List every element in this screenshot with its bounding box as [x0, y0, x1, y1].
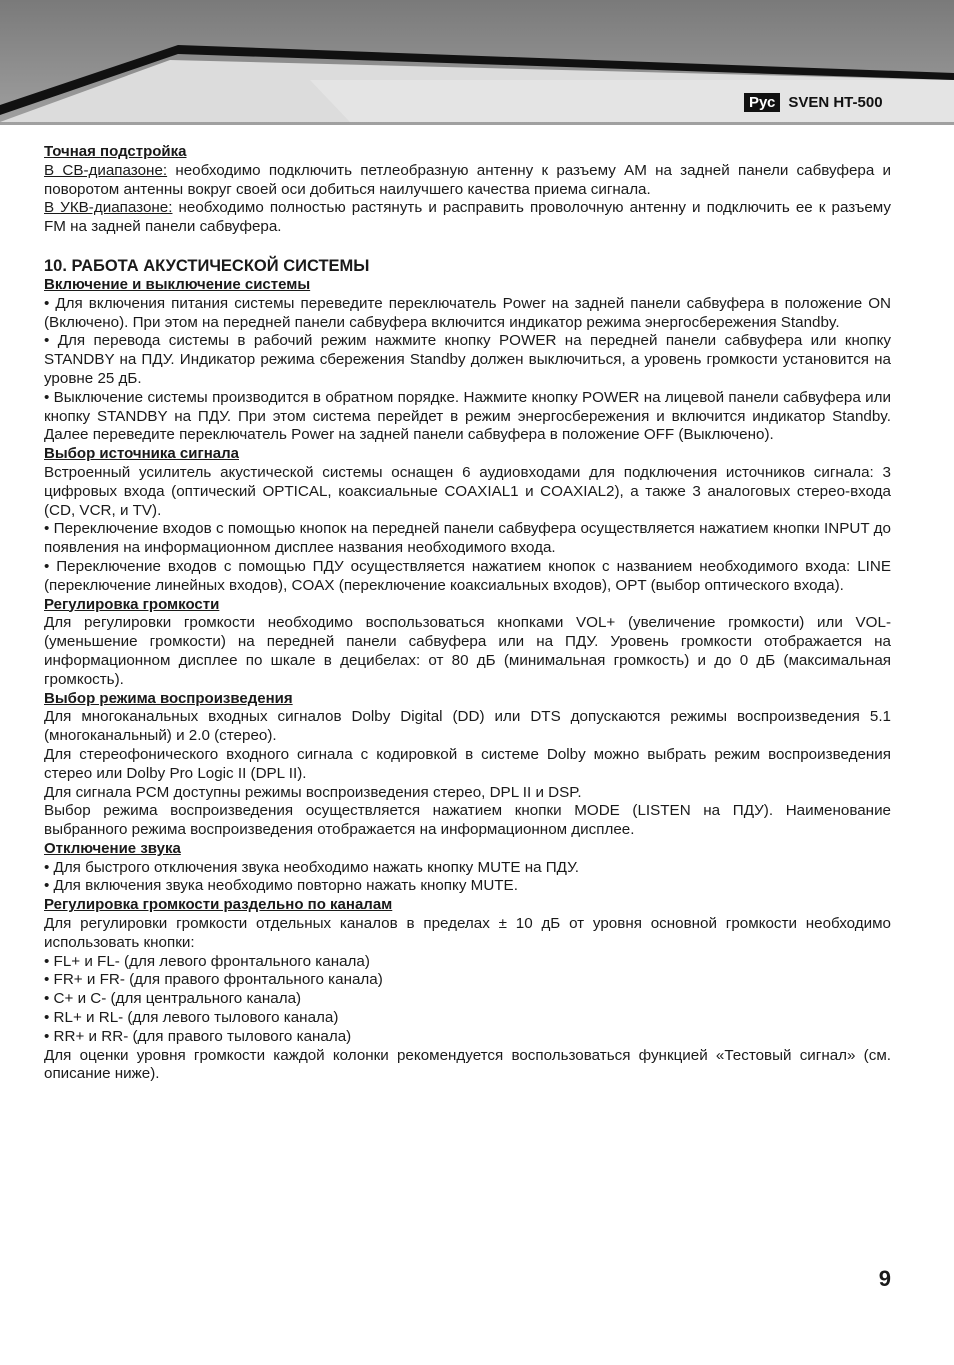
- power-p2: • Для перевода системы в рабочий режим нажмите кнопку POWER на передней панели сабвуфера или кнопку STANDBY на ПДУ. Индикатор режима сбережения Standby должен выключиться, а уровень громкости установится на уровне 25 дБ.: [44, 332, 891, 387]
- mute-title: Отключение звука: [44, 839, 181, 857]
- mute-p1: • Для быстрого отключения звука необходимо нажать кнопку MUTE на ПДУ.: [44, 858, 579, 876]
- channel-item: • FR+ и FR- (для правого фронтального канала): [44, 971, 383, 989]
- power-p1: • Для включения питания системы переведите переключатель Power на задней панели сабвуфера в положение ON (Включено). При этом на передней панели сабвуфера включится индикатор режима энергосбережения Standby.: [44, 294, 891, 331]
- product-model: SVEN HT-500: [788, 94, 883, 111]
- mode-p4: Выбор режима воспроизведения осуществляется нажатием кнопки MODE (LISTEN на ПДУ). Наименование выбранного режима воспроизведения отображается на информационном дисплее.: [44, 802, 891, 839]
- volume-title: Регулировка громкости: [44, 595, 220, 613]
- channel-item: • C+ и C- (для центрального канала): [44, 990, 302, 1008]
- fine-tuning-fm: [44, 199, 891, 237]
- am-text: необходимо подключить петлеобразную антенну к разъему AM на задней панели сабвуфера и поворотом антенны вокруг своей оси добиться наилучшего качества приема сигнала.: [44, 161, 891, 198]
- document-body: [44, 143, 891, 1084]
- page-number: 9: [878, 1266, 891, 1291]
- mode-p3: Для сигнала PCM доступны режимы воспроизведения стерео, DPL II и DSP.: [44, 783, 582, 801]
- mode-p1: Для многоканальных входных сигналов Dolby Digital (DD) или DTS допускаются режимы воспроизведения 5.1 (многоканальный) и 2.0 (стерео).: [44, 708, 891, 745]
- channel-item: • FL+ и FL- (для левого фронтального канала): [44, 952, 370, 970]
- section-10-title: 10. РАБОТА АКУСТИЧЕСКОЙ СИСТЕМЫ: [44, 256, 370, 275]
- channel-item: • RL+ и RL- (для левого тылового канала): [44, 1009, 339, 1027]
- source-p1: Встроенный усилитель акустической системы оснащен 6 аудиовходами для подключения источников сигнала: 3 цифровых входа (оптический OPTICAL, коаксиальные COAXIAL1 и COAXIAL2), а также 3 аналоговых стерео-входа (CD, VCR, и TV).: [44, 463, 891, 519]
- source-p2: • Переключение входов с помощью кнопок на передней панели сабвуфера осуществляется нажатием кнопки INPUT до появления на информационном дисплее названия необходимого входа.: [44, 520, 891, 557]
- header-badge: [744, 93, 883, 112]
- mode-p2: Для стереофонического входного сигнала с кодировкой в системе Dolby можно выбрать режим воспроизведения стерео или Dolby Pro Logic II (DPL II).: [44, 745, 891, 782]
- mode-title: Выбор режима воспроизведения: [44, 689, 293, 707]
- volume-p1: Для регулировки громкости необходимо воспользоваться кнопками VOL+ (увеличение громкости) или VOL- (уменьшение громкости) на передней панели сабвуфера или на ПДУ. Уровень громкости отображается на информационном дисплее по шкале в децибелах: от 80 дБ (минимальная громкость) и до 0 дБ (максимальная громкость).: [44, 614, 891, 688]
- channel-item: • RR+ и RR- (для правого тылового канала): [44, 1027, 352, 1045]
- power-title: Включение и выключение системы: [44, 275, 311, 293]
- channels-outro: Для оценки уровня громкости каждой колонки рекомендуется воспользоваться функцией «Тестовый сигнал» (см. описание ниже).: [44, 1046, 891, 1083]
- language-badge: Рус: [744, 93, 780, 112]
- channels-intro: Для регулировки громкости отдельных каналов в пределах ± 10 дБ от уровня основной громкости необходимо использовать кнопки:: [44, 915, 891, 951]
- fine-tuning-am: [44, 162, 891, 200]
- mute-p2: • Для включения звука необходимо повторно нажать кнопку MUTE.: [44, 877, 518, 895]
- power-p3: • Выключение системы производится в обратном порядке. Нажмите кнопку POWER на лицевой панели сабвуфера или кнопку STANDBY на ПДУ. При этом система перейдет в режим энергосбережения и включится индикатор Standby. Далее переведите переключатель Power на задней панели сабвуфера в положение OFF (Выключено).: [44, 388, 891, 444]
- source-p3: • Переключение входов с помощью ПДУ осуществляется нажатием кнопок с названием необходимого входа: LINE (переключение линейных входов), COAX (переключение коаксиальных входов), OPT (выбор оптического входа).: [44, 557, 891, 594]
- fm-label: В УКВ-диапазоне:: [44, 199, 173, 217]
- channels-title: Регулировка громкости раздельно по каналам: [44, 896, 393, 914]
- am-label: В СВ-диапазоне:: [44, 161, 168, 179]
- fine-tuning-title: Точная подстройка: [44, 143, 187, 160]
- source-title: Выбор источника сигнала: [44, 445, 239, 463]
- fm-text: необходимо полностью растянуть и расправить проволочную антенну и подключить ее к разъему FM на задней панели сабвуфера.: [44, 199, 892, 236]
